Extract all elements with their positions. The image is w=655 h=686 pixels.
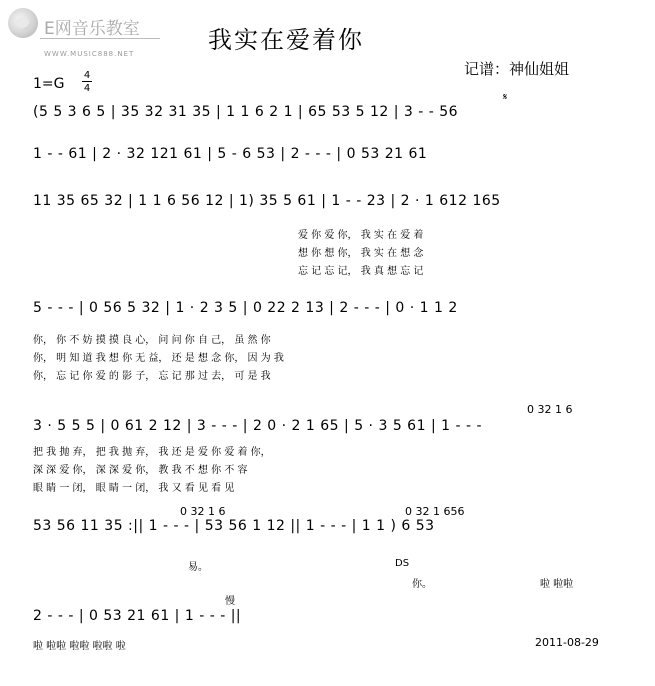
score-line-1: (5 5 3 6 5 | 35 32 31 35 | 1 1 6 2 1 | 65 53 5 12 | 3 - - 56 [33,104,459,120]
site-logo-icon [8,8,38,38]
line-7-lyrics: 啦 啦啦 啦啦 啦啦 啦 [33,641,126,652]
line-5-lyric-3: 眼 睛 一 闭， 眼 睛 一 闭， 我 又 看 见 看 见 [33,483,235,494]
line-6-ds: DS [395,558,410,569]
line-6-lyric-b: 你。 [412,579,432,590]
time-sig-divider [82,81,92,82]
song-title: 我实在爱着你 [208,26,364,54]
score-line-5: 3 · 5 5 5 | 0 61 2 12 | 3 - - - | 2 0 · 2 1 65 | 5 · 3 5 61 | 1 - - - [33,418,483,434]
line-3-lyric-1: 爱 你 爱 你， 我 实 在 爱 着 [298,230,424,241]
line-6-bracket-1: 0 32 1 6 [180,505,226,518]
line-5-bracket: 0 32 1 6 [527,403,573,416]
line-4-lyric-1: 你， 你 不 妨 摸 摸 良 心， 问 问 你 自 己， 虽 然 你 [33,335,271,346]
score-line-6: 53 56 11 35 :|| 1 - - - | 53 56 1 12 || 1 - - - | 1 1 ) 6 53 [33,518,435,534]
line-3-lyric-2: 想 你 想 你， 我 实 在 想 念 [298,248,424,259]
segno-icon: 𝄋 [503,92,508,103]
line-5-lyric-1: 把 我 抛 弃， 把 我 抛 弃， 我 还 是 爱 你 爱 着 你， [33,447,271,458]
score-line-3: 11 35 65 32 | 1 1 6 56 12 | 1) 35 5 61 | 1 - - 23 | 2 · 1 612 165 [33,193,501,209]
time-sig-bottom: 4 [83,83,91,94]
score-line-7: 2 - - - | 0 53 21 61 | 1 - - - || [33,608,242,624]
date-stamp: 2011-08-29 [535,636,599,649]
author-credit: 记谱：神仙姐姐 [464,60,570,78]
site-url: WWW.MUSIC888.NET [44,50,135,58]
score-line-4: 5 - - - | 0 56 5 32 | 1 · 2 3 5 | 0 22 2 13 | 2 - - - | 0 · 1 1 2 [33,300,458,316]
line-4-lyric-2: 你， 明 知 道 我 想 你 无 益， 还 是 想 念 你， 因 为 我 [33,353,284,364]
time-signature [82,70,92,94]
line-6-lyric-a: 易。 [188,562,208,573]
line-6-lyric-c: 啦 啦啦 [540,579,574,590]
line-3-lyric-3: 忘 记 忘 记， 我 真 想 忘 记 [298,266,424,277]
line-6-tempo-mark: 慢 [225,596,235,607]
line-5-lyric-2: 深 深 爱 你， 深 深 爱 你， 教 我 不 想 你 不 容 [33,465,248,476]
time-sig-top: 4 [83,70,91,81]
site-name: E网音乐教室 [44,19,140,39]
line-6-bracket-2: 0 32 1 656 [405,505,465,518]
score-line-2: 1 - - 61 | 2 · 32 121 61 | 5 - 6 53 | 2 - - - | 0 53 21 61 [33,146,428,162]
key-signature: 1=G [33,76,65,92]
line-4-lyric-3: 你， 忘 记 你 爱 的 影 子， 忘 记 那 过 去， 可 是 我 [33,371,271,382]
